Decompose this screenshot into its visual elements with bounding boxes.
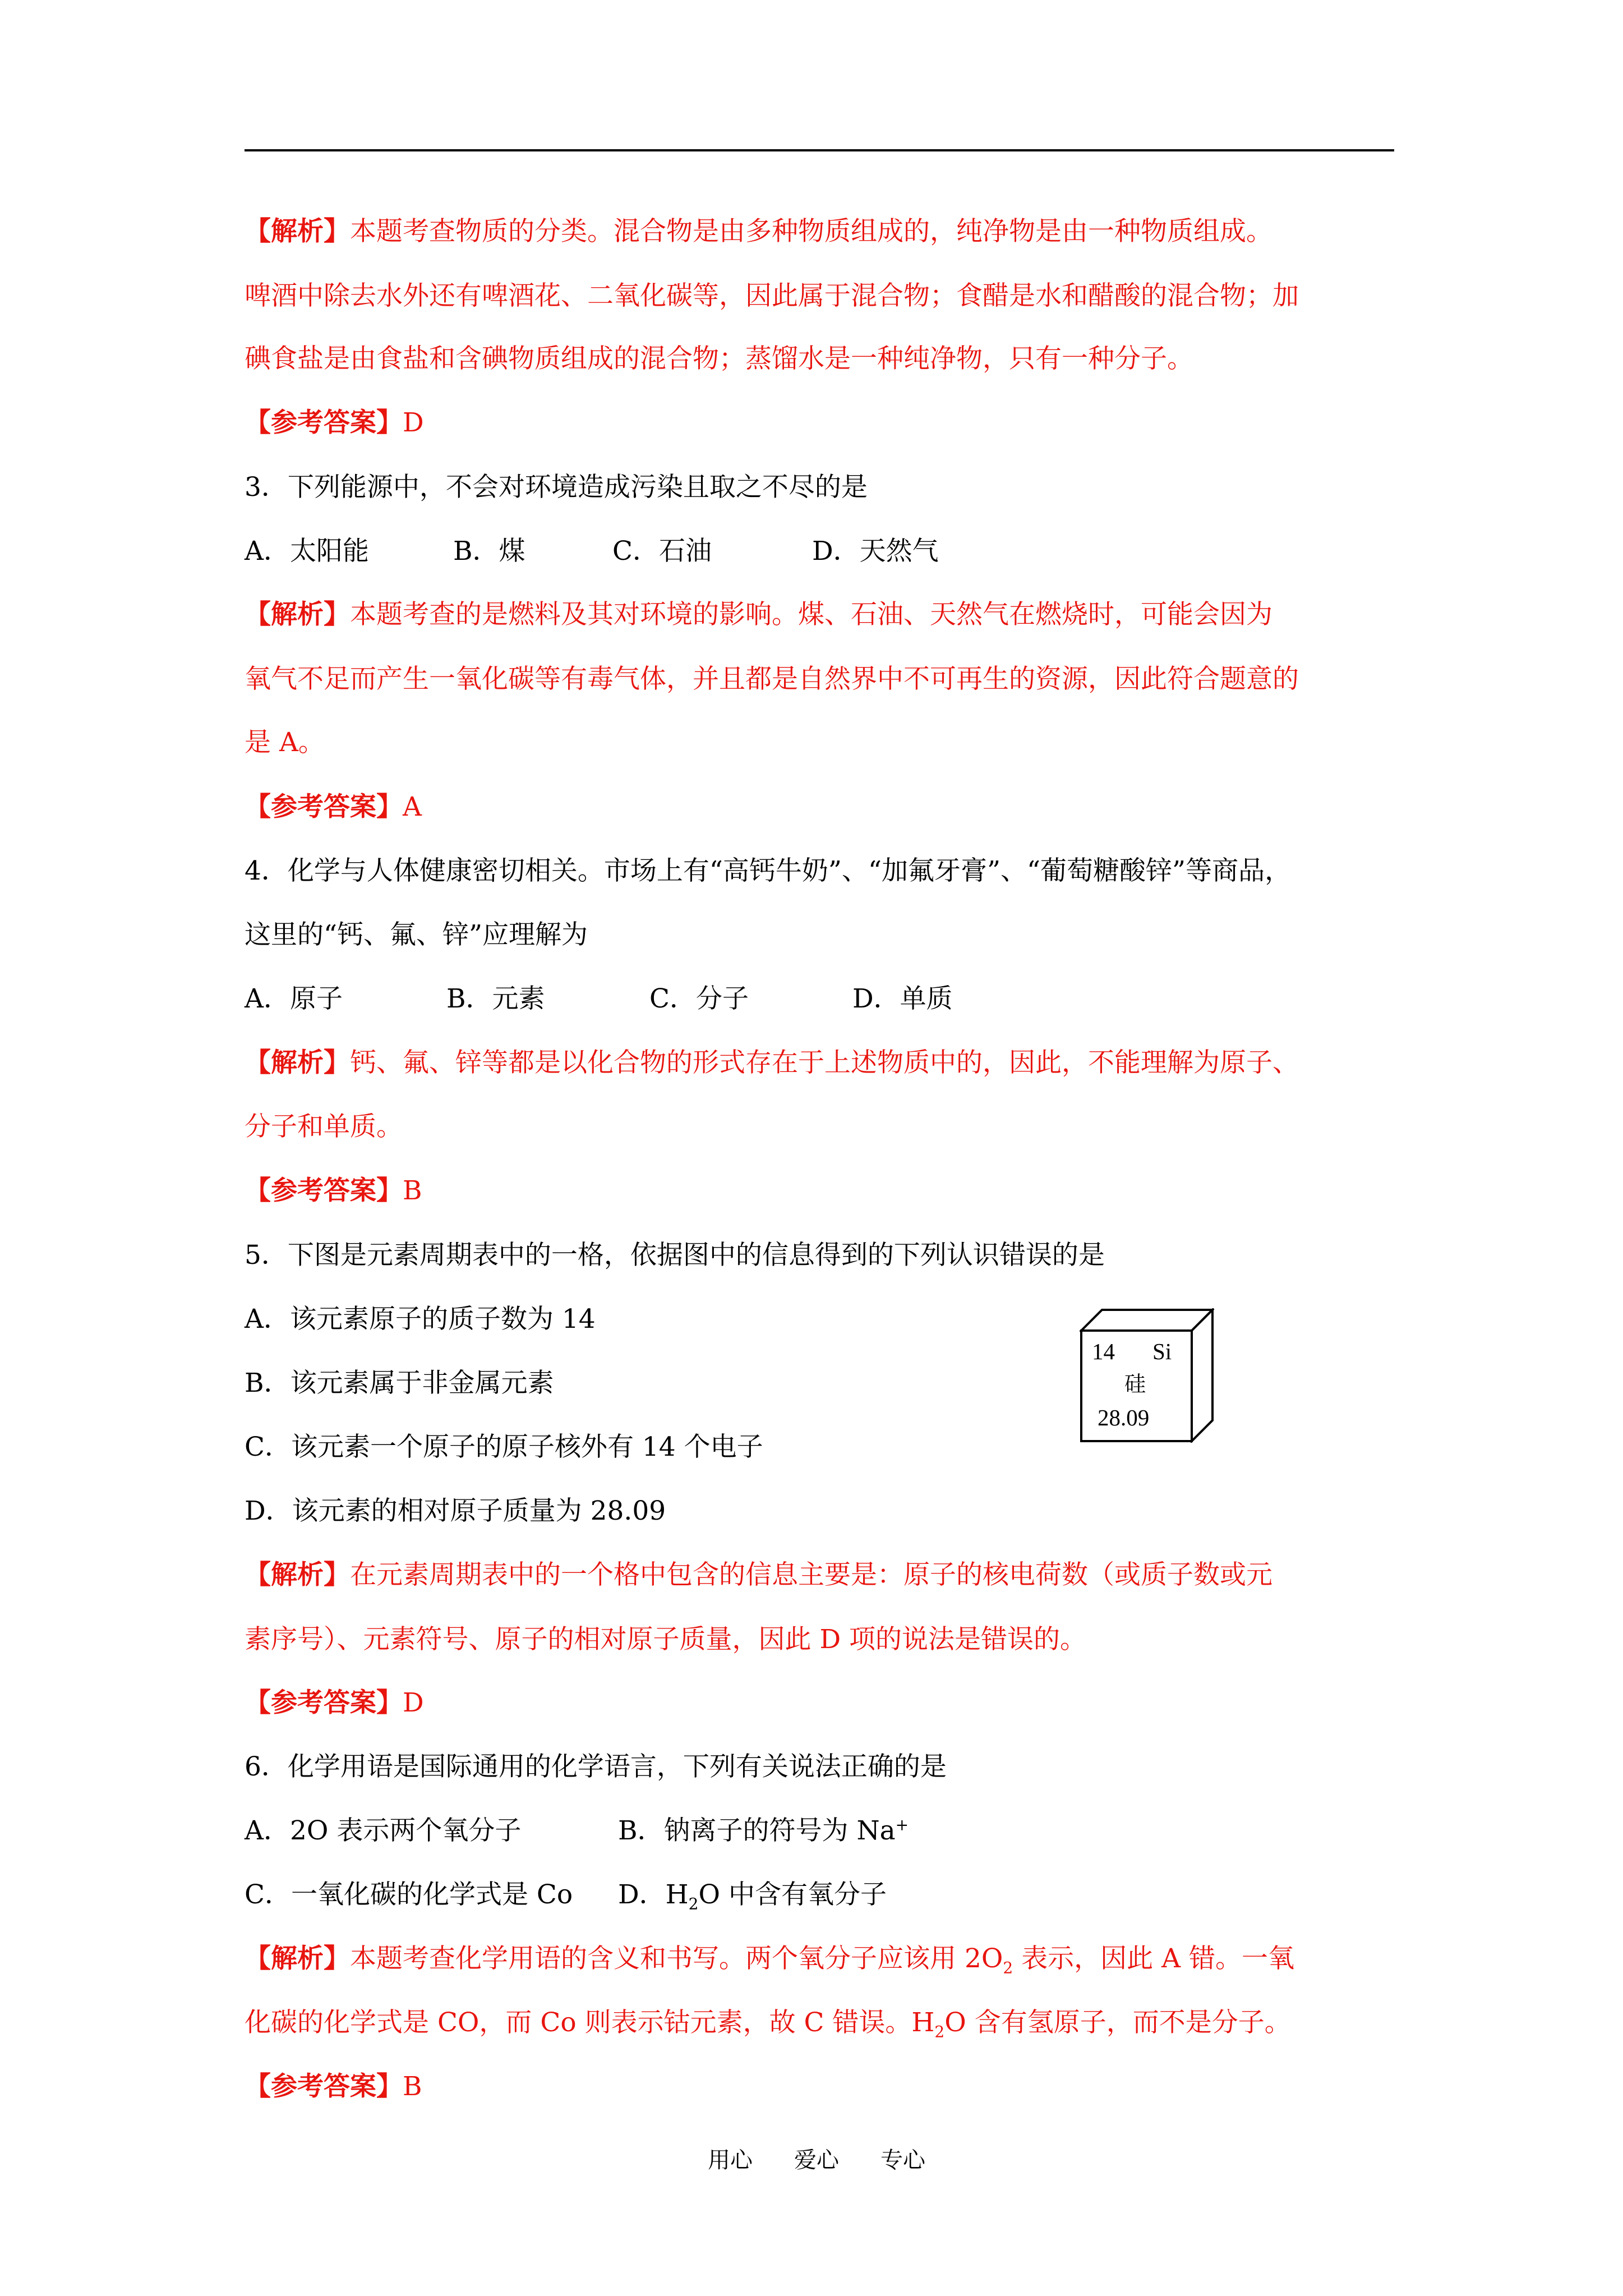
q4-option-d: D．单质 bbox=[852, 983, 953, 1014]
page-footer bbox=[708, 2146, 925, 2174]
q4-stem-line-2: 这里的“钙、氟、锌”应理解为 bbox=[245, 919, 588, 950]
q6-options-row-2 bbox=[245, 1878, 887, 1912]
q4-answer: 【参考答案】B bbox=[245, 1175, 422, 1206]
q4-jiexi-line-2: 分子和单质。 bbox=[245, 1111, 403, 1142]
q3-jiexi-line-1: 【解析】本题考查的是燃料及其对环境的影响。煤、石油、天然气在燃烧时，可能会因为 bbox=[245, 599, 1272, 630]
element-mass: 28.09 bbox=[1098, 1405, 1150, 1430]
q6-options-row-1 bbox=[245, 1814, 909, 1848]
jiexi-1-line-2: 啤酒中除去水外还有啤酒花、二氧化碳等，因此属于混合物；食醋是水和醋酸的混合物；加 bbox=[245, 280, 1299, 311]
q5-jiexi-line-1: 【解析】在元素周期表中的一个格中包含的信息主要是：原子的核电荷数（或质子数或元 bbox=[245, 1559, 1272, 1590]
periodic-table-cell bbox=[1080, 1308, 1214, 1443]
q6-option-c: C．一氧化碳的化学式是 Co bbox=[245, 1879, 573, 1910]
q4-option-c: C．分子 bbox=[649, 983, 749, 1014]
footer-word-3: 专心 bbox=[880, 2147, 925, 2173]
q3-option-d: D．天然气 bbox=[812, 536, 939, 567]
q6-jiexi-subscript-1: 2 bbox=[1003, 1958, 1013, 1977]
element-symbol: Si bbox=[1152, 1338, 1172, 1364]
q6-option-d-subscript: 2 bbox=[688, 1894, 699, 1913]
q3-options bbox=[245, 535, 939, 568]
q3-stem: 3．下列能源中，不会对环境造成污染且取之不尽的是 bbox=[245, 472, 868, 503]
q6-jiexi-line-2: 化碳的化学式是 CO，而 Co 则表示钴元素，故 C 错误。$H_2O$ 含有氢原子，而不是分子。 bbox=[245, 2007, 1291, 2041]
header-rule bbox=[245, 149, 1394, 151]
footer-word-2: 爱心 bbox=[794, 2147, 839, 2173]
q6-option-b-superscript: + bbox=[895, 1815, 909, 1834]
q3-jiexi-line-2: 氧气不足而产生一氧化碳等有毒气体，并且都是自然界中不可再生的资源，因此符合题意的 bbox=[245, 664, 1299, 694]
q3-option-b: B．煤 bbox=[453, 536, 525, 567]
q6-jiexi-line-1: 【解析】本题考查化学用语的含义和书写。两个氧分子应该用 $2O_2$ 表示，因此 A 错。一氧 bbox=[245, 1943, 1294, 1977]
q4-stem-line-1: 4．化学与人体健康密切相关。市场上有“高钙牛奶”、“加氟牙膏”、“葡萄糖酸锌”等商品， bbox=[245, 855, 1292, 886]
q6-jiexi-subscript-2: 2 bbox=[934, 2022, 945, 2041]
q6-option-b: B．钠离子的符号为 Na+ bbox=[618, 1815, 909, 1846]
q6-option-d: D．$H_2O$ 中含有氧分子 bbox=[618, 1879, 887, 1913]
q6-option-a: A．2O 表示两个氧分子 bbox=[245, 1815, 522, 1846]
q4-option-b: B．元素 bbox=[446, 983, 545, 1014]
q3-answer: 【参考答案】A bbox=[245, 792, 422, 822]
q4-option-a: A．原子 bbox=[245, 983, 343, 1014]
jiexi-1-line-3: 碘食盐是由食盐和含碘物质组成的混合物；蒸馏水是一种纯净物，只有一种分子。 bbox=[245, 343, 1193, 374]
q5-option-d: D．该元素的相对原子质量为 28.09 bbox=[245, 1496, 666, 1526]
element-number: 14 bbox=[1092, 1338, 1115, 1364]
q6-stem: 6．化学用语是国际通用的化学语言，下列有关说法正确的是 bbox=[245, 1751, 947, 1782]
q5-option-a: A．该元素原子的质子数为 14 bbox=[245, 1304, 596, 1335]
q5-option-b: B．该元素属于非金属元素 bbox=[245, 1368, 554, 1398]
footer-word-1: 用心 bbox=[708, 2147, 753, 2173]
q4-options bbox=[245, 982, 953, 1016]
q3-option-c: C．石油 bbox=[612, 536, 712, 567]
q3-jiexi-line-3: 是 A。 bbox=[245, 727, 325, 758]
q3-option-a: A．太阳能 bbox=[245, 536, 369, 567]
q5-jiexi-line-2: 素序号）、元素符号、原子的相对原子质量，因此 D 项的说法是错误的。 bbox=[245, 1624, 1087, 1655]
element-name: 硅 bbox=[1124, 1372, 1146, 1396]
answer-1: 【参考答案】D bbox=[245, 407, 424, 438]
q5-option-c: C．该元素一个原子的原子核外有 14 个电子 bbox=[245, 1432, 763, 1462]
q4-jiexi-line-1: 【解析】钙、氟、锌等都是以化合物的形式存在于上述物质中的，因此，不能理解为原子、 bbox=[245, 1047, 1299, 1078]
q6-answer: 【参考答案】B bbox=[245, 2071, 422, 2102]
q5-stem: 5．下图是元素周期表中的一格，依据图中的信息得到的下列认识错误的是 bbox=[245, 1240, 1105, 1271]
q5-answer: 【参考答案】D bbox=[245, 1687, 424, 1718]
jiexi-1-line-1: 【解析】本题考查物质的分类。混合物是由多种物质组成的，纯净物是由一种物质组成。 bbox=[245, 216, 1272, 247]
